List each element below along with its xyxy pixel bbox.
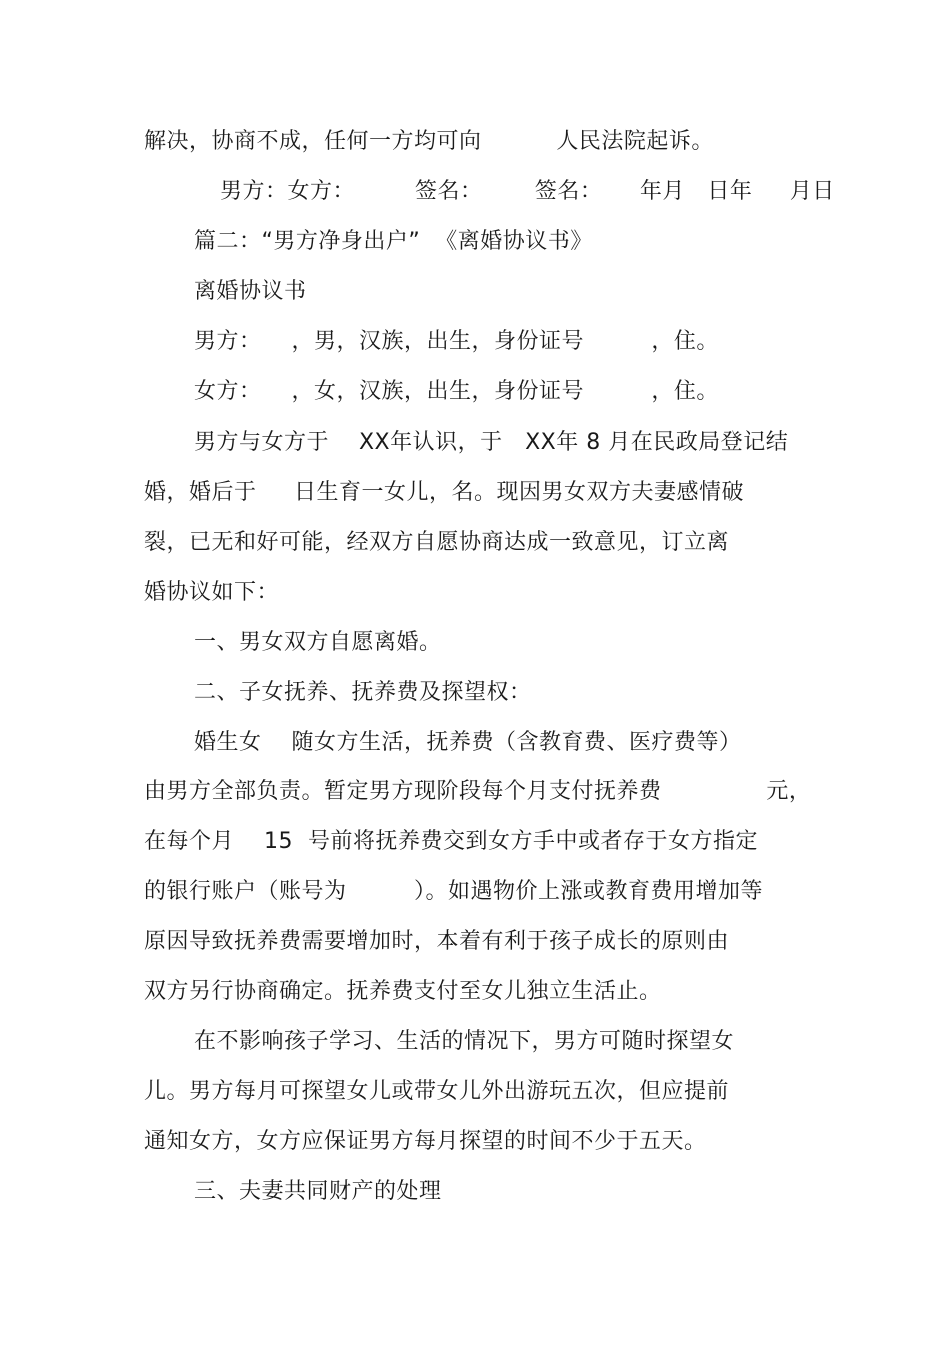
clause-1: 一、男女双方自愿离婚。 [194,630,442,655]
signature-line: 男方：女方： 签名： 签名： 年月 日年 月日 [220,179,835,204]
text-line-19: 在不影响孩子学习、生活的情况下，男方可随时探望女 [194,1029,735,1054]
text-line-21: 通知女方，女方应保证男方每月探望的时间不少于五天。 [144,1129,707,1154]
party-female: 女方： ，女，汉族，出生，身份证号 ，住。 [194,379,719,404]
text-line-17: 原因导致抚养费需要增加时，本着有利于孩子成长的原则由 [144,929,730,954]
text-line-18: 双方另行协商确定。抚养费支付至女儿独立生活止。 [144,979,662,1004]
clause-3-heading: 三、夫妻共同财产的处理 [194,1179,442,1204]
text-line-9: 裂，已无和好可能，经双方自愿协商达成一致意见，订立离 [144,530,730,555]
text-line-16: 的银行账户（账号为 ）。如遇物价上涨或教育费用增加等 [144,879,763,904]
text-line-1: 解决，协商不成，任何一方均可向 人民法院起诉。 [144,129,714,154]
section-heading: 篇二：“男方净身出户” 《离婚协议书》 [194,229,593,254]
text-line-15: 在每个月 15 号前将抚养费交到女方手中或者存于女方指定 [144,829,758,854]
clause-2-heading: 二、子女抚养、抚养费及探望权： [194,680,532,705]
text-line-10: 婚协议如下： [144,580,280,605]
party-male: 男方： ，男，汉族，出生，身份证号 ，住。 [194,329,719,354]
text-line-14: 由男方全部负责。暂定男方现阶段每个月支付抚养费 元， [144,779,812,804]
text-line-20: 儿。男方每月可探望女儿或带女儿外出游玩五次，但应提前 [144,1079,730,1104]
text-line-7: 男方与女方于 XX年认识，于 XX年 8 月在民政局登记结 [194,430,789,455]
document-title: 离婚协议书 [194,279,307,304]
text-line-8: 婚，婚后于 日生育一女儿，名。现因男女双方夫妻感情破 [144,480,744,505]
text-line-13: 婚生女 随女方生活，抚养费（含教育费、医疗费等） [194,730,742,755]
